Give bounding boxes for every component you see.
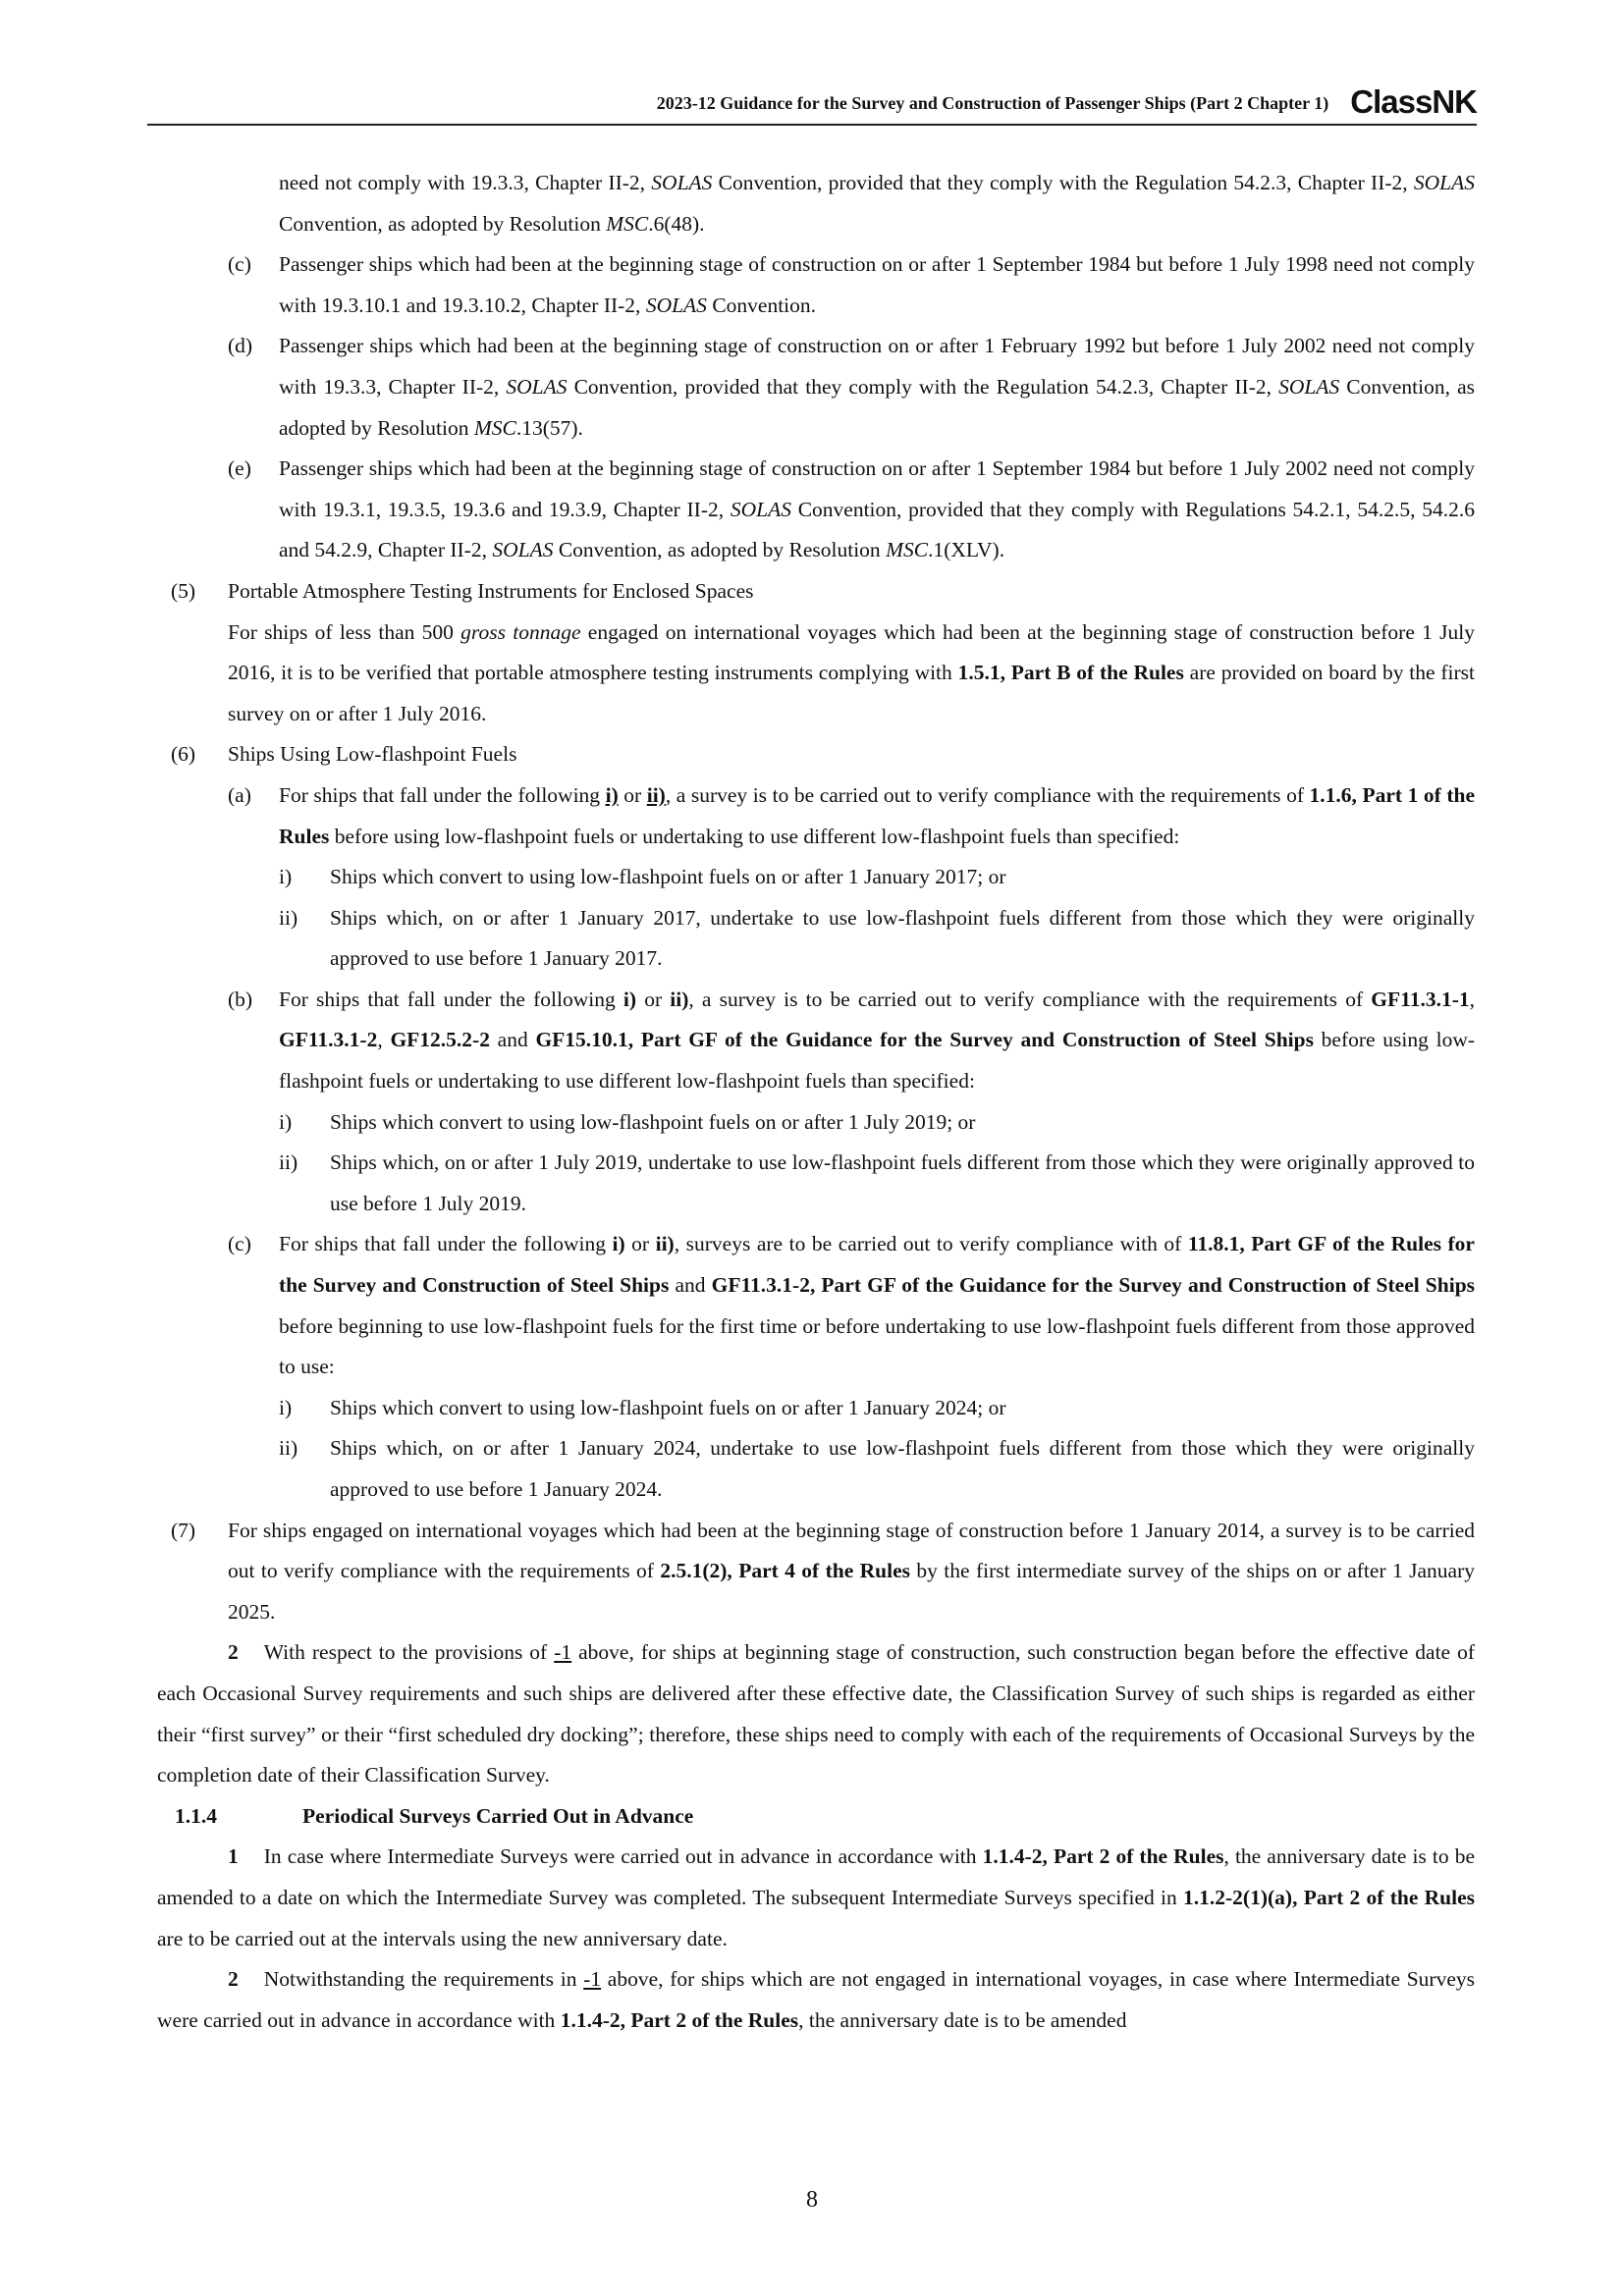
item-e: (e) Passenger ships which had been at the beginning stage of construction on or after 1 September 1984 but before 1 July 2002 need not comply with 19.3.1, 19.3.5, 19.3.6 and 19.3.9, Chapter II-2, SOLAS Convention, provided that they comply with Regulations 54.2.1, 54.2.5, 54.2.6 and 54.2.9, Chapter II-2, SOLAS Convention, as adopted by Resolution MSC.1(XLV). xyxy=(228,456,1476,562)
item-6b-i: i) Ships which convert to using low-flashpoint fuels on or after 1 July 2019; or xyxy=(279,1109,976,1134)
section-5-body: For ships of less than 500 gross tonnage engaged on international voyages which had been at the beginning stage of construction before 1 July 2016, it is to be verified that portable atmosphere testing instruments complying with 1.5.1, Part B of the Rules are provided on board by the first survey on or after 1 July 2016. xyxy=(228,619,1476,725)
classnk-logo: ClassNK xyxy=(1350,83,1477,120)
section-7: (7) For ships engaged on international voyages which had been at the beginning stage of construction before 1 January 2014, a survey is to be carried out to verify compliance with the requirements of 2.5.1(2), Part 4 of the Rules by the first intermediate survey of the ships on or after 1 January 2025. xyxy=(171,1518,1475,1624)
item-6b-ii: ii) Ships which, on or after 1 July 2019, undertake to use low-flashpoint fuels different from those which they were originally approved to use before 1 July 2019. xyxy=(279,1150,1475,1215)
item-d: (d) Passenger ships which had been at the beginning stage of construction on or after 1 February 1992 but before 1 July 2002 need not comply with 19.3.3, Chapter II-2, SOLAS Convention, provided that they comply with the Regulation 54.2.3, Chapter II-2, SOLAS Convention, as adopted by Resolution MSC.13(57). xyxy=(228,334,1475,440)
header-title: 2023-12 Guidance for the Survey and Construction of Passenger Ships (Part 2 Chapter 1) xyxy=(656,93,1329,113)
item-6a-i: i) Ships which convert to using low-flashpoint fuels on or after 1 January 2017; or xyxy=(279,865,1006,889)
item-6a-ii: ii) Ships which, on or after 1 January 2017, undertake to use low-flashpoint fuels different from those which they were originally approved to use before 1 January 2017. xyxy=(279,905,1475,971)
item-6c-ii: ii) Ships which, on or after 1 January 2024, undertake to use low-flashpoint fuels different from those which they were originally approved to use before 1 January 2024. xyxy=(279,1436,1475,1501)
paragraph-b-continuation: need not comply with 19.3.3, Chapter II-2, SOLAS Convention, provided that they comply with the Regulation 54.2.3, Chapter II-2, SOLAS Convention, as adopted by Resolution MSC.6(48). xyxy=(279,171,1476,236)
item-6a: (a) For ships that fall under the following i) or ii), a survey is to be carried out to verify compliance with the requirements of 1.1.6, Part 1 of the Rules before using low-flashpoint fuels or undertaking to use different low-flashpoint fuels than specified: xyxy=(228,782,1475,848)
paragraph-2: 2 With respect to the provisions of -1 above, for ships at beginning stage of construction, such construction began before the effective date of each Occasional Survey requirements and such ships are delivered after these effective date, the Classification Survey of such ships is regarded as either their “first survey” or their “first scheduled dry docking”; therefore, these ships need to comply with each of the requirements of Occasional Surveys by the completion date of their Classification Survey. xyxy=(157,1640,1476,1788)
item-6b: (b) For ships that fall under the following i) or ii), a survey is to be carried out to verify compliance with the requirements of GF11.3.1-1, GF11.3.1-2, GF12.5.2-2 and GF15.10.1, Part GF of the Guidance for the Survey and Construction of Steel Ships before using low-flashpoint fuels or undertaking to use different low-flashpoint fuels than specified: xyxy=(228,987,1476,1094)
paragraph-1-1-4-2: 2 Notwithstanding the requirements in -1 above, for ships which are not engaged in international voyages, in case where Intermediate Surveys were carried out in advance in accordance with 1.1.4-2, Part 2 of the Rules, the anniversary date is to be amended xyxy=(157,1967,1475,2032)
document-body xyxy=(157,163,1475,2041)
paragraph-1-1-4-1: 1 In case where Intermediate Surveys were carried out in advance in accordance with 1.1.4-2, Part 2 of the Rules, the anniversary date is to be amended to a date on which the Intermediate Survey was completed. The subsequent Intermediate Surveys specified in 1.1.2-2(1)(a), Part 2 of the Rules are to be carried out at the intervals using the new anniversary date. xyxy=(157,1844,1476,1950)
heading-1-1-4: 1.1.4 Periodical Surveys Carried Out in Advance xyxy=(175,1803,694,1828)
page-header xyxy=(147,59,1477,126)
item-6c-i: i) Ships which convert to using low-flashpoint fuels on or after 1 January 2024; or xyxy=(279,1395,1006,1419)
section-5-title: (5) Portable Atmosphere Testing Instruments for Enclosed Spaces xyxy=(171,578,754,603)
page-number: 8 xyxy=(806,2187,818,2213)
section-6-title: (6) Ships Using Low-flashpoint Fuels xyxy=(171,742,517,767)
item-6c: (c) For ships that fall under the following i) or ii), surveys are to be carried out to verify compliance with of 11.8.1, Part GF of the Rules for the Survey and Construction of Steel Ships and GF11.3.1-2, Part GF of the Guidance for the Survey and Construction of Steel Ships before beginning to use low-flashpoint fuels for the first time or before undertaking to use low-flashpoint fuels different from those approved to use: xyxy=(228,1232,1476,1379)
item-c: (c) Passenger ships which had been at the beginning stage of construction on or after 1 September 1984 but before 1 July 1998 need not comply with 19.3.10.1 and 19.3.10.2, Chapter II-2, SOLAS Convention. xyxy=(228,252,1475,317)
